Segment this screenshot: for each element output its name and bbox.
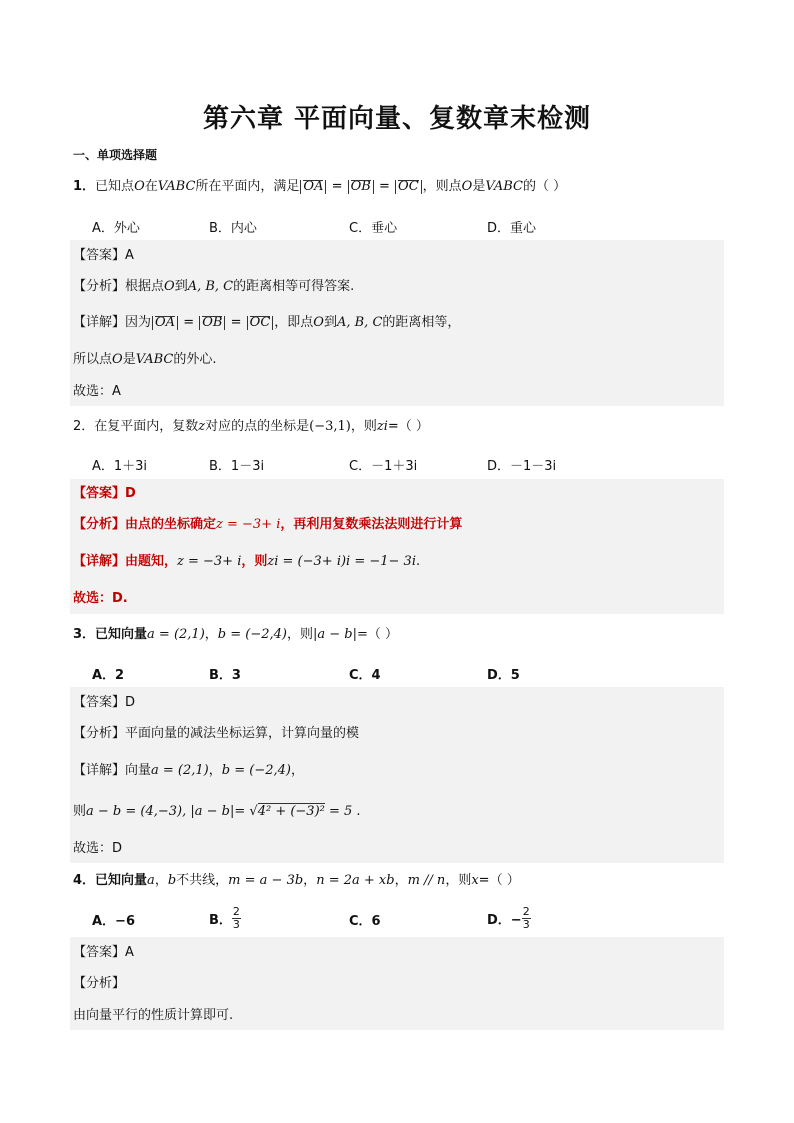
detail-line: 【详解】因为 OA = OB = OC ，即点O到A, B, C的距离相等， <box>73 315 461 330</box>
q3-solution-box <box>70 687 724 863</box>
option-b[interactable]: B． $\frac{2}{3}$ <box>209 905 240 931</box>
question-3: 3．已知向量a = (2,1)，b = (−2,4)，则|a − b|=（ ） <box>73 627 399 642</box>
analysis-line: 【分析】 <box>73 976 126 991</box>
option-c[interactable]: C．6 <box>349 914 381 929</box>
option-d[interactable]: D．－1－3i <box>487 459 557 474</box>
q4-solution-box <box>70 937 724 1030</box>
detail-line: 【详解】向量a = (2,1)，b = (−2,4)， <box>73 763 304 778</box>
choose-line: 故选：A <box>73 384 121 399</box>
question-4: 4．已知向量a，b不共线，m = a − 3b，n = 2a + xb，m // n，则x=（ ） <box>73 873 520 888</box>
answer-line: 【答案】D <box>73 695 136 710</box>
option-a[interactable]: A．2 <box>92 668 125 683</box>
q2-options <box>92 455 692 473</box>
section-heading: 一、单项选择题 <box>73 148 158 162</box>
option-b[interactable]: B．3 <box>209 668 241 683</box>
q2-solution-box <box>70 479 724 614</box>
option-a[interactable]: A．1＋3i <box>92 459 148 474</box>
page-title: 第六章 平面向量、复数章末检测 <box>202 104 592 134</box>
q1-options <box>92 217 692 235</box>
detail-line-2: 所以点O是VABC的外心. <box>73 352 217 367</box>
option-b[interactable]: B．1－3i <box>209 459 265 474</box>
choose-line: 故选：D. <box>73 591 128 606</box>
option-d[interactable]: D．5 <box>487 668 520 683</box>
question-2: 2．在复平面内，复数z对应的点的坐标是(−3,1)，则zi=（ ） <box>73 419 429 434</box>
answer-line: 【答案】D <box>73 486 136 501</box>
question-1: 1．已知点O在VABC所在平面内，满足 OA = OB = OC ，则点O是VABC的（ ） <box>73 179 567 194</box>
detail-line: 【详解】由题知，z = −3+ i，则zi = (−3+ i)i = −1− 3i. <box>73 554 421 569</box>
q3-options <box>92 664 692 682</box>
question-number: 1． <box>73 179 96 194</box>
option-b[interactable]: B．内心 <box>209 221 257 236</box>
q1-solution-box <box>70 240 724 406</box>
option-c[interactable]: C．4 <box>349 668 381 683</box>
detail-line-2: 则a − b = (4,−3), |a − b|= √4² + (−3)² = 5 . <box>73 804 361 819</box>
conclusion-line: 由向量平行的性质计算即可. <box>73 1008 234 1023</box>
option-c[interactable]: C．－1＋3i <box>349 459 418 474</box>
analysis-line: 【分析】由点的坐标确定z = −3+ i，再利用复数乘法法则进行计算 <box>73 517 463 532</box>
option-a[interactable]: A．−6 <box>92 914 135 929</box>
option-c[interactable]: C．垂心 <box>349 221 398 236</box>
analysis-line: 【分析】平面向量的减法坐标运算，计算向量的模 <box>73 726 360 741</box>
analysis-line: 【分析】根据点O到A, B, C的距离相等可得答案. <box>73 279 355 294</box>
option-a[interactable]: A．外心 <box>92 221 140 236</box>
choose-line: 故选：D <box>73 841 123 856</box>
answer-line: 【答案】A <box>73 248 134 263</box>
answer-line: 【答案】A <box>73 945 134 960</box>
option-d[interactable]: D．重心 <box>487 221 537 236</box>
option-d[interactable]: D．− $\frac{2}{3}$ <box>487 905 530 931</box>
q4-options <box>92 906 692 934</box>
